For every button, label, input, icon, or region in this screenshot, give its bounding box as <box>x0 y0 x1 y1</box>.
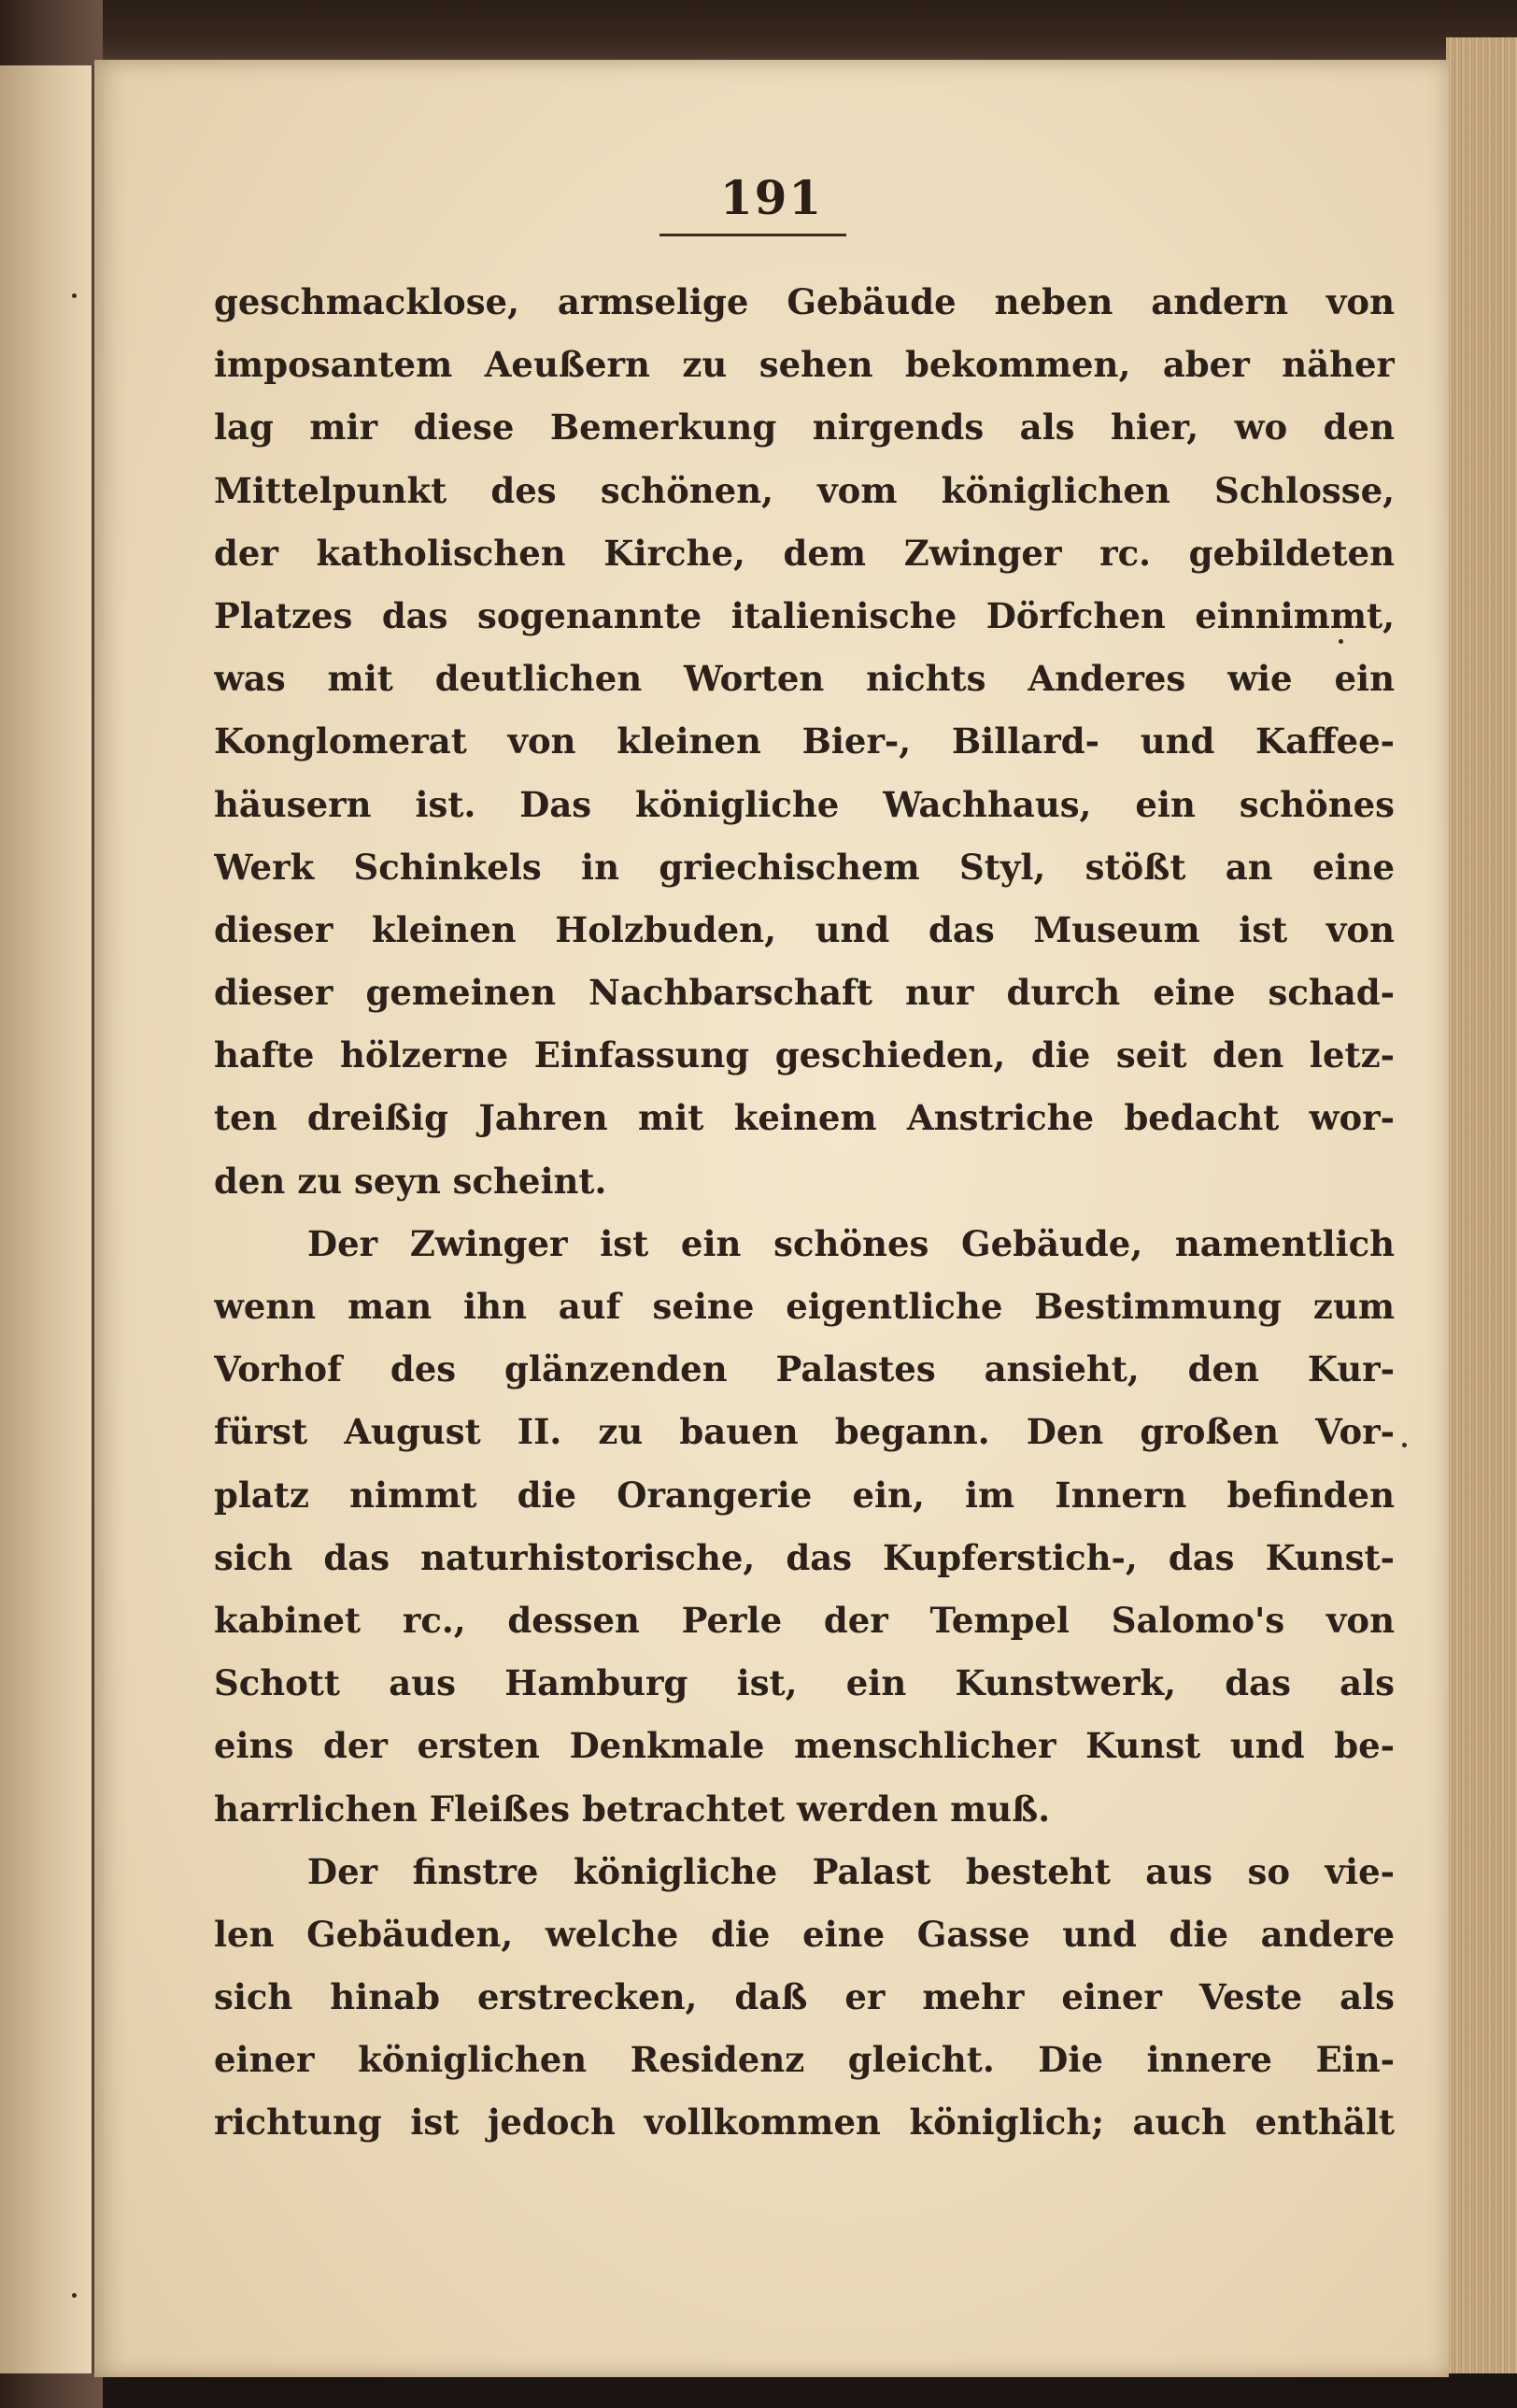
text-line: eins der ersten Denkmale menschlicher Kunst und be- <box>214 1725 1395 1767</box>
text-line: häusern ist. Das königliche Wachhaus, ein schönes <box>214 783 1395 825</box>
book-page <box>94 60 1449 2377</box>
text-line: Werk Schinkels in griechischem Styl, stößt an eine <box>214 846 1395 888</box>
paper-speck <box>72 293 77 298</box>
text-line: Schott aus Hamburg ist, ein Kunstwerk, das als <box>214 1662 1395 1704</box>
paper-speck <box>1339 639 1343 644</box>
text-line: Mittelpunkt des schönen, vom königlichen Schlosse, <box>214 469 1395 511</box>
text-line: Konglomerat von kleinen Bier-, Billard- und Kaffee- <box>214 720 1395 762</box>
text-line: fürst August II. zu bauen begann. Den großen Vor- <box>214 1411 1395 1453</box>
text-line: lag mir diese Bemerkung nirgends als hier, wo den <box>214 406 1395 449</box>
facing-page-edge <box>0 65 94 2373</box>
text-line: Platzes das sogenannte italienische Dörfchen einnimmt, <box>214 594 1395 636</box>
text-line: kabinet rc., dessen Perle der Tempel Salomo's von <box>214 1599 1395 1641</box>
text-line-paragraph-end: den zu seyn scheint. <box>214 1160 607 1202</box>
text-line: ten dreißig Jahren mit keinem Anstriche bedacht wor- <box>214 1097 1395 1139</box>
text-line: dieser kleinen Holzbuden, und das Museum ist von <box>214 908 1395 950</box>
text-line: dieser gemeinen Nachbarschaft nur durch eine schad- <box>214 972 1395 1014</box>
text-line: geschmacklose, armselige Gebäude neben andern von <box>214 281 1395 322</box>
text-line: sich hinab erstrecken, daß er mehr einer Veste als <box>214 1976 1395 2018</box>
body-text <box>214 271 1395 2155</box>
text-line: sich das naturhistorische, das Kupferstich-, das Kunst- <box>214 1536 1395 1578</box>
text-line: imposantem Aeußern zu sehen bekommen, aber näher <box>214 344 1395 386</box>
text-line-paragraph-start: Der Zwinger ist ein schönes Gebäude, namentlich <box>307 1222 1395 1264</box>
paper-speck <box>72 2293 77 2298</box>
text-line: wenn man ihn auf seine eigentliche Bestimmung zum <box>214 1286 1395 1327</box>
text-line: len Gebäuden, welche die eine Gasse und die andere <box>214 1913 1395 1955</box>
page-stack-edges <box>1446 37 1517 2373</box>
header-rule <box>659 234 846 236</box>
text-line-paragraph-start: Der finstre königliche Palast besteht aus so vie- <box>307 1850 1395 1892</box>
text-line: platz nimmt die Orangerie ein, im Innern befinden <box>214 1474 1395 1516</box>
text-line: was mit deutlichen Worten nichts Anderes wie ein <box>214 658 1395 700</box>
text-line: der katholischen Kirche, dem Zwinger rc. gebildeten <box>214 532 1395 574</box>
text-line: Vorhof des glänzenden Palastes ansieht, den Kur- <box>214 1348 1395 1390</box>
paper-speck <box>1402 1443 1407 1447</box>
text-line: richtung ist jedoch vollkommen königlich; auch enthält <box>214 2102 1395 2144</box>
text-line: hafte hölzerne Einfassung geschieden, die seit den letz- <box>214 1034 1395 1076</box>
text-line-paragraph-end: harrlichen Fleißes betrachtet werden muß. <box>214 1788 1051 1830</box>
page-number: 191 <box>719 170 824 225</box>
text-line: einer königlichen Residenz gleicht. Die innere Ein- <box>214 2039 1395 2081</box>
